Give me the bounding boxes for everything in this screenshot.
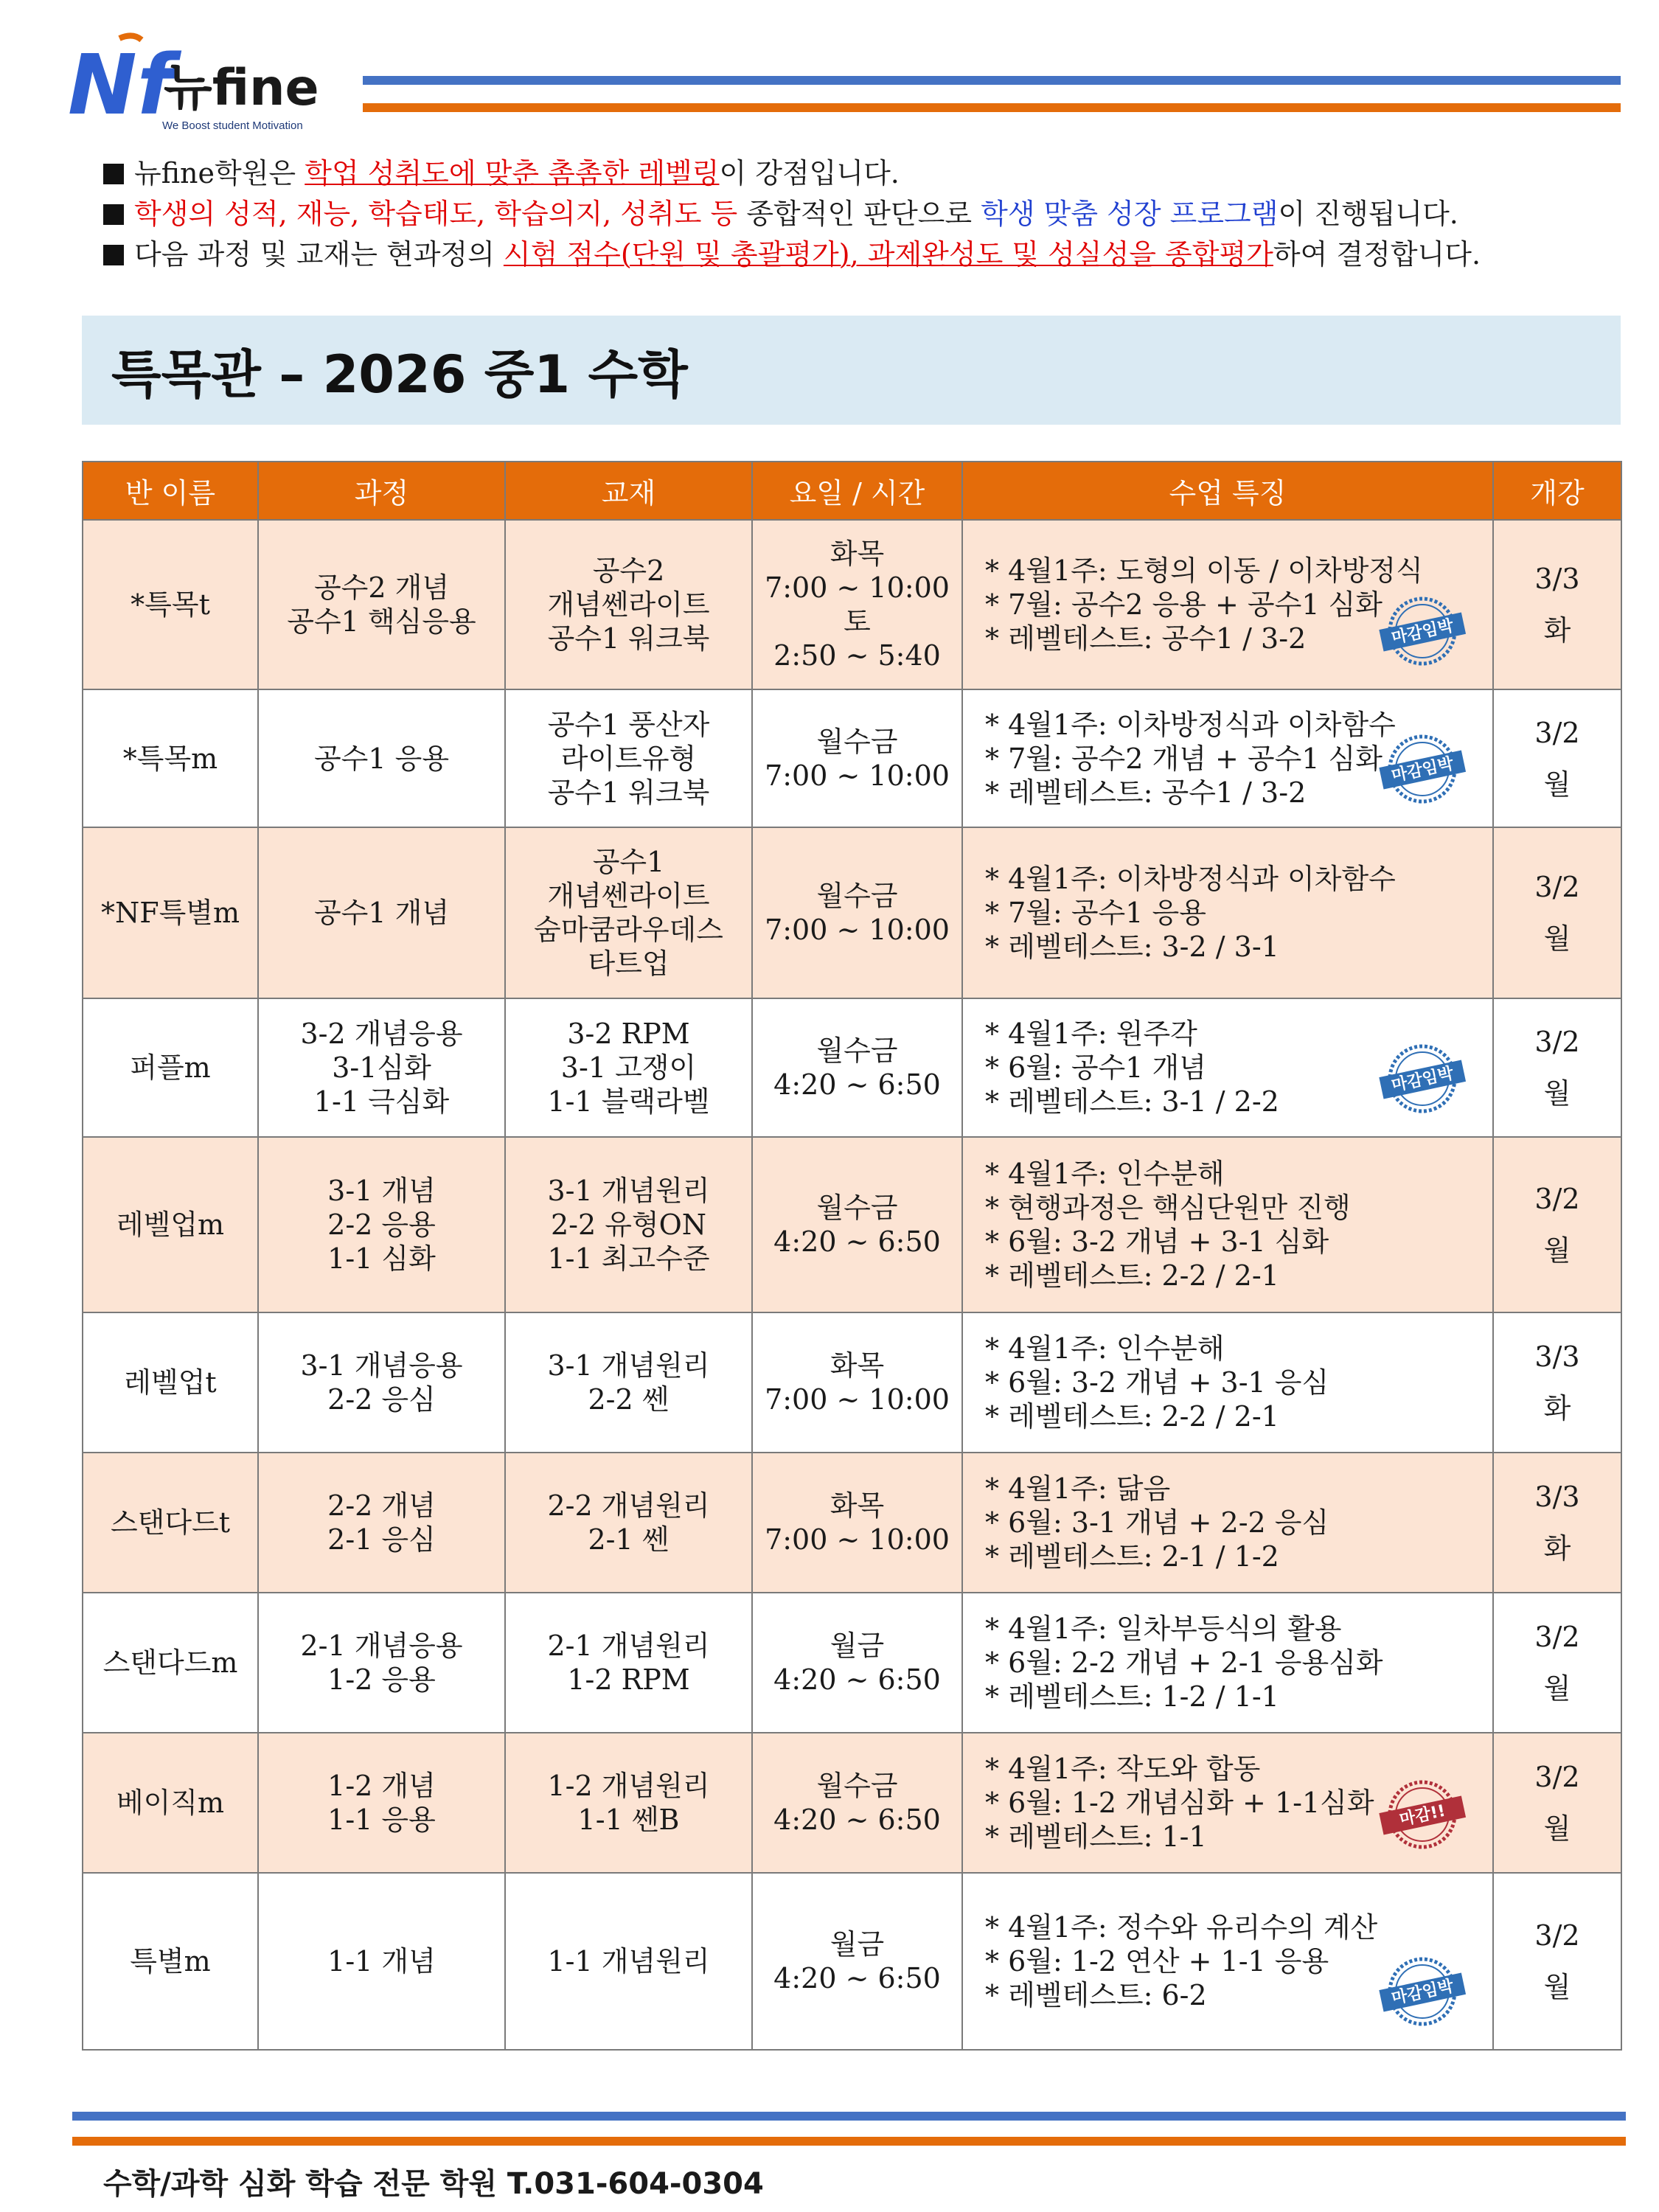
features-cell	[962, 998, 1493, 1137]
book-line: 1-2 RPM	[567, 1663, 690, 1696]
books-cell	[505, 1453, 752, 1593]
feature-line: * 레벨테스트: 3-2 / 3-1	[985, 931, 1279, 963]
notice-line-1: 뉴fine학원은 학업 성취도에 맞춘 촘촘한 레벨링이 강점입니다.	[103, 153, 1637, 194]
features-cell	[962, 1312, 1493, 1453]
course-line: 공수1 핵심응용	[287, 605, 476, 638]
feature-line: * 레벨테스트: 2-2 / 2-1	[985, 1259, 1279, 1292]
feature-line: * 4월1주: 정수와 유리수의 계산	[985, 1911, 1378, 1944]
open-line: 3/2	[1534, 1621, 1580, 1653]
schedule-line: 월금	[830, 1928, 885, 1961]
open-date-cell	[1493, 1453, 1621, 1593]
feature-line: * 4월1주: 닮음	[985, 1472, 1171, 1505]
schedule-line: 화목	[830, 538, 885, 570]
schedule-line: 화목	[830, 1349, 885, 1382]
course-cell	[258, 1137, 505, 1312]
table-row	[83, 827, 1621, 998]
features-cell	[962, 1873, 1493, 2050]
course-cell	[258, 827, 505, 998]
open-line: 월	[1543, 1077, 1571, 1110]
brand-tagline: We Boost student Motivation	[162, 119, 303, 132]
column-header: 과정	[258, 462, 505, 520]
course-line: 3-1심화	[332, 1051, 431, 1084]
feature-line: * 레벨테스트: 2-1 / 1-2	[985, 1540, 1279, 1573]
features-cell	[962, 1733, 1493, 1873]
book-line: 2-2 유형ON	[550, 1208, 707, 1241]
features-cell	[962, 1453, 1493, 1593]
schedule-line: 2:50 ~ 5:40	[773, 639, 941, 672]
open-line: 3/2	[1534, 1183, 1580, 1215]
schedule-table	[82, 461, 1622, 2051]
feature-line: * 4월1주: 이차방정식과 이차함수	[985, 863, 1396, 895]
column-header: 요일 / 시간	[752, 462, 962, 520]
course-line: 3-1 개념	[327, 1175, 436, 1207]
features-cell	[962, 827, 1493, 998]
open-line: 3/2	[1534, 1761, 1580, 1793]
open-line: 3/2	[1534, 871, 1580, 903]
course-line: 2-1 개념응용	[300, 1630, 463, 1662]
emphasis-text: 시험 점수(단원 및 총괄평가), 과제완성도 및 성실성을 종합평가	[503, 238, 1273, 271]
course-line: 공수2 개념	[313, 571, 450, 604]
course-line: 공수1 개념	[313, 897, 450, 929]
feature-line: * 레벨테스트: 1-2 / 1-1	[985, 1680, 1279, 1713]
bullet-square-icon	[103, 245, 124, 265]
book-line: 3-1 개념원리	[547, 1175, 710, 1207]
course-cell	[258, 520, 505, 689]
feature-line: * 6월: 3-2 개념 + 3-1 심화	[985, 1225, 1329, 1258]
class-name-cell: *특목t	[83, 520, 258, 689]
feature-line: * 4월1주: 인수분해	[985, 1332, 1225, 1365]
schedule-cell	[752, 1733, 962, 1873]
closed-stamp-icon	[1374, 1778, 1470, 1851]
open-date-cell	[1493, 1873, 1621, 2050]
open-date-cell	[1493, 1733, 1621, 1873]
features-cell	[962, 1137, 1493, 1312]
feature-line: * 4월1주: 일차부등식의 활용	[985, 1613, 1342, 1645]
feature-line: * 4월1주: 인수분해	[985, 1158, 1225, 1190]
feature-line: * 6월: 2-2 개념 + 2-1 응용심화	[985, 1646, 1383, 1679]
open-date-cell	[1493, 689, 1621, 827]
table-row	[83, 1137, 1621, 1312]
closing-soon-stamp-icon	[1374, 732, 1470, 806]
class-name-cell: 특별m	[83, 1873, 258, 2050]
class-name-cell: 레벨업m	[83, 1137, 258, 1312]
schedule-line: 4:20 ~ 6:50	[773, 1225, 941, 1258]
open-line: 3/2	[1534, 1026, 1580, 1058]
emphasis-text: 학업 성취도에 맞춘 촘촘한 레벨링	[305, 157, 720, 189]
book-line: 1-1 개념원리	[547, 1945, 710, 1978]
column-header: 교재	[505, 462, 752, 520]
open-line: 월	[1543, 1234, 1571, 1267]
class-name-cell: 레벨업t	[83, 1312, 258, 1453]
schedule-cell	[752, 1593, 962, 1733]
course-line: 1-2 응용	[327, 1663, 436, 1696]
book-line: 2-2 개념원리	[547, 1489, 710, 1522]
features-cell	[962, 689, 1493, 827]
course-line: 2-2 응용	[327, 1208, 436, 1241]
open-line: 화	[1543, 1532, 1571, 1565]
book-line: 개념쎈라이트	[547, 588, 710, 621]
course-line: 1-1 심화	[327, 1242, 436, 1275]
class-name-cell: *특목m	[83, 689, 258, 827]
table-row	[83, 998, 1621, 1137]
table-row	[83, 689, 1621, 827]
course-line: 2-2 응심	[327, 1383, 436, 1416]
feature-line: * 6월: 1-2 연산 + 1-1 응용	[985, 1945, 1329, 1978]
course-line: 3-1 개념응용	[300, 1349, 463, 1382]
schedule-cell	[752, 827, 962, 998]
schedule-line: 토	[844, 605, 871, 638]
features-cell	[962, 520, 1493, 689]
book-line: 공수1 풍산자	[547, 708, 710, 741]
schedule-cell	[752, 1137, 962, 1312]
schedule-line: 월수금	[816, 880, 898, 912]
svg-text:마감임박: 마감임박	[1390, 1064, 1455, 1096]
notice-block	[103, 153, 1637, 275]
schedule-cell	[752, 998, 962, 1137]
schedule-cell	[752, 1312, 962, 1453]
open-date-cell	[1493, 1593, 1621, 1733]
schedule-line: 7:00 ~ 10:00	[765, 914, 950, 946]
class-name-cell: *NF특별m	[83, 827, 258, 998]
schedule-line: 4:20 ~ 6:50	[773, 1962, 941, 1994]
feature-line: * 7월: 공수1 응용	[985, 897, 1206, 929]
schedule-line: 7:00 ~ 10:00	[765, 571, 950, 604]
course-line: 2-1 응심	[327, 1523, 436, 1556]
book-line: 1-1 최고수준	[547, 1242, 710, 1275]
feature-line: * 7월: 공수2 응용 + 공수1 심화	[985, 588, 1383, 621]
open-line: 3/3	[1534, 1340, 1580, 1373]
book-line: 1-2 개념원리	[547, 1770, 710, 1802]
schedule-line: 7:00 ~ 10:00	[765, 759, 950, 792]
notice-line-3: 다음 과정 및 교재는 현과정의 시험 점수(단원 및 총괄평가), 과제완성도 및 성실성을 종합평가하여 결정합니다.	[103, 234, 1637, 275]
footer-rule-orange	[72, 2137, 1626, 2146]
books-cell	[505, 1873, 752, 2050]
schedule-cell	[752, 689, 962, 827]
course-line: 공수1 응용	[313, 742, 450, 775]
feature-line: * 레벨테스트: 공수1 / 3-2	[985, 776, 1307, 809]
table-row	[83, 1733, 1621, 1873]
books-cell	[505, 1593, 752, 1733]
open-date-cell	[1493, 1137, 1621, 1312]
schedule-line: 화목	[830, 1489, 885, 1522]
open-line: 월	[1543, 1672, 1571, 1705]
course-line: 3-2 개념응용	[300, 1018, 463, 1050]
feature-line: * 6월: 1-2 개념심화 + 1-1심화	[985, 1787, 1374, 1819]
book-line: 공수2	[592, 554, 665, 587]
book-line: 공수1	[592, 846, 665, 878]
course-cell	[258, 1733, 505, 1873]
course-cell	[258, 689, 505, 827]
closing-soon-stamp-icon	[1374, 1955, 1470, 2028]
table-row	[83, 520, 1621, 689]
book-line: 라이트유형	[560, 742, 697, 775]
open-date-cell	[1493, 998, 1621, 1137]
svg-text:마감임박: 마감임박	[1390, 1977, 1455, 2008]
book-line: 3-1 고쟁이	[560, 1051, 697, 1084]
feature-line: * 7월: 공수2 개념 + 공수1 심화	[985, 742, 1383, 775]
feature-line: * 6월: 3-2 개념 + 3-1 응심	[985, 1366, 1329, 1399]
notice-line-2: 학생의 성적, 재능, 학습태도, 학습의지, 성취도 등 종합적인 판단으로 학생 맞춤 성장 프로그램이 진행됩니다.	[103, 194, 1637, 234]
course-line: 1-1 극심화	[313, 1085, 450, 1118]
table-header-row	[83, 462, 1621, 520]
schedule-line: 월금	[830, 1630, 885, 1662]
open-date-cell	[1493, 1312, 1621, 1453]
feature-line: * 4월1주: 이차방정식과 이차함수	[985, 708, 1396, 741]
book-line: 타트업	[588, 947, 669, 980]
feature-line: * 레벨테스트: 1-1	[985, 1820, 1207, 1853]
course-cell	[258, 1593, 505, 1733]
emphasis-text: 학생의 성적, 재능, 학습태도, 학습의지, 성취도 등	[134, 198, 738, 230]
course-cell	[258, 1873, 505, 2050]
open-line: 3/2	[1534, 716, 1580, 749]
feature-line: * 6월: 공수1 개념	[985, 1051, 1206, 1084]
schedule-line: 4:20 ~ 6:50	[773, 1068, 941, 1101]
book-line: 2-1 개념원리	[547, 1630, 710, 1662]
open-date-cell	[1493, 827, 1621, 998]
feature-line: * 레벨테스트: 6-2	[985, 1979, 1207, 2011]
class-name-cell: 베이직m	[83, 1733, 258, 1873]
course-line: 1-1 응용	[327, 1804, 436, 1836]
features-cell	[962, 1593, 1493, 1733]
schedule-cell	[752, 1453, 962, 1593]
books-cell	[505, 1137, 752, 1312]
footer-rule-blue	[72, 2112, 1626, 2121]
open-line: 월	[1543, 768, 1571, 801]
books-cell	[505, 998, 752, 1137]
svg-text:뉴fine: 뉴fine	[164, 59, 319, 117]
schedule-line: 월수금	[816, 1192, 898, 1224]
feature-line: * 레벨테스트: 3-1 / 2-2	[985, 1085, 1279, 1118]
schedule-line: 월수금	[816, 1034, 898, 1067]
open-line: 월	[1543, 1812, 1571, 1845]
column-header: 개강	[1493, 462, 1621, 520]
book-line: 2-1 쎈	[588, 1523, 669, 1556]
books-cell	[505, 1312, 752, 1453]
closing-soon-stamp-icon	[1374, 594, 1470, 668]
class-name-cell: 스탠다드m	[83, 1593, 258, 1733]
open-line: 화	[1543, 1392, 1571, 1425]
schedule-cell	[752, 1873, 962, 2050]
books-cell	[505, 520, 752, 689]
feature-line: * 레벨테스트: 2-2 / 2-1	[985, 1400, 1279, 1433]
class-name-cell: 스탠다드t	[83, 1453, 258, 1593]
emphasis-text: 학생 맞춤 성장 프로그램	[981, 198, 1279, 230]
column-header: 반 이름	[83, 462, 258, 520]
books-cell	[505, 689, 752, 827]
course-cell	[258, 1453, 505, 1593]
svg-text:마감임박: 마감임박	[1390, 616, 1455, 648]
brand-logo	[68, 31, 333, 142]
schedule-line: 7:00 ~ 10:00	[765, 1383, 950, 1416]
feature-line: * 4월1주: 원주각	[985, 1018, 1197, 1050]
open-line: 화	[1543, 614, 1571, 647]
header-rule-orange	[363, 103, 1621, 112]
table-row	[83, 1453, 1621, 1593]
schedule-line: 월수금	[816, 1770, 898, 1802]
open-line: 월	[1543, 922, 1571, 955]
schedule-cell	[752, 520, 962, 689]
schedule-line: 4:20 ~ 6:50	[773, 1663, 941, 1696]
svg-text:마감임박: 마감임박	[1390, 754, 1455, 786]
open-line: 월	[1543, 1971, 1571, 2003]
feature-line: * 6월: 3-1 개념 + 2-2 응심	[985, 1506, 1329, 1539]
books-cell	[505, 827, 752, 998]
open-line: 3/3	[1534, 563, 1580, 595]
book-line: 2-2 쎈	[588, 1383, 669, 1416]
book-line: 숨마쿰라우데스	[534, 914, 723, 946]
course-line: 1-1 개념	[327, 1945, 436, 1978]
table-row	[83, 1312, 1621, 1453]
open-date-cell	[1493, 520, 1621, 689]
book-line: 개념쎈라이트	[547, 880, 710, 912]
books-cell	[505, 1733, 752, 1873]
schedule-line: 월수금	[816, 725, 898, 758]
closing-soon-stamp-icon	[1374, 1042, 1470, 1116]
book-line: 공수1 워크북	[547, 622, 710, 655]
book-line: 1-1 블랙라벨	[547, 1085, 710, 1118]
course-line: 2-2 개념	[327, 1489, 436, 1522]
bullet-square-icon	[103, 204, 124, 225]
feature-line: * 4월1주: 작도와 합동	[985, 1753, 1261, 1785]
feature-line: * 4월1주: 도형의 이동 / 이차방정식	[985, 554, 1423, 587]
table-row	[83, 1593, 1621, 1733]
book-line: 공수1 워크북	[547, 776, 710, 809]
column-header: 수업 특징	[962, 462, 1493, 520]
page-title: 특목관 – 2026 중1 수학	[111, 344, 688, 405]
book-line: 1-1 쎈B	[577, 1804, 680, 1836]
title-banner	[82, 316, 1621, 425]
feature-line: * 현행과정은 핵심단원만 진행	[985, 1192, 1351, 1224]
course-cell	[258, 998, 505, 1137]
book-line: 3-2 RPM	[567, 1018, 690, 1050]
open-line: 3/2	[1534, 1919, 1580, 1952]
open-line: 3/3	[1534, 1481, 1580, 1513]
bullet-square-icon	[103, 164, 124, 184]
svg-text:마감!!: 마감!!	[1398, 1801, 1447, 1830]
footer-contact: 수학/과학 심화 학습 전문 학원 T.031-604-0304	[103, 2167, 764, 2201]
table-row	[83, 1873, 1621, 2050]
class-name-cell: 퍼플m	[83, 998, 258, 1137]
schedule-line: 4:20 ~ 6:50	[773, 1804, 941, 1836]
course-cell	[258, 1312, 505, 1453]
svg-text:Nf: Nf	[68, 38, 173, 133]
schedule-line: 7:00 ~ 10:00	[765, 1523, 950, 1556]
feature-line: * 레벨테스트: 공수1 / 3-2	[985, 622, 1307, 655]
book-line: 3-1 개념원리	[547, 1349, 710, 1382]
header-rule-blue	[363, 76, 1621, 85]
course-line: 1-2 개념	[327, 1770, 436, 1802]
